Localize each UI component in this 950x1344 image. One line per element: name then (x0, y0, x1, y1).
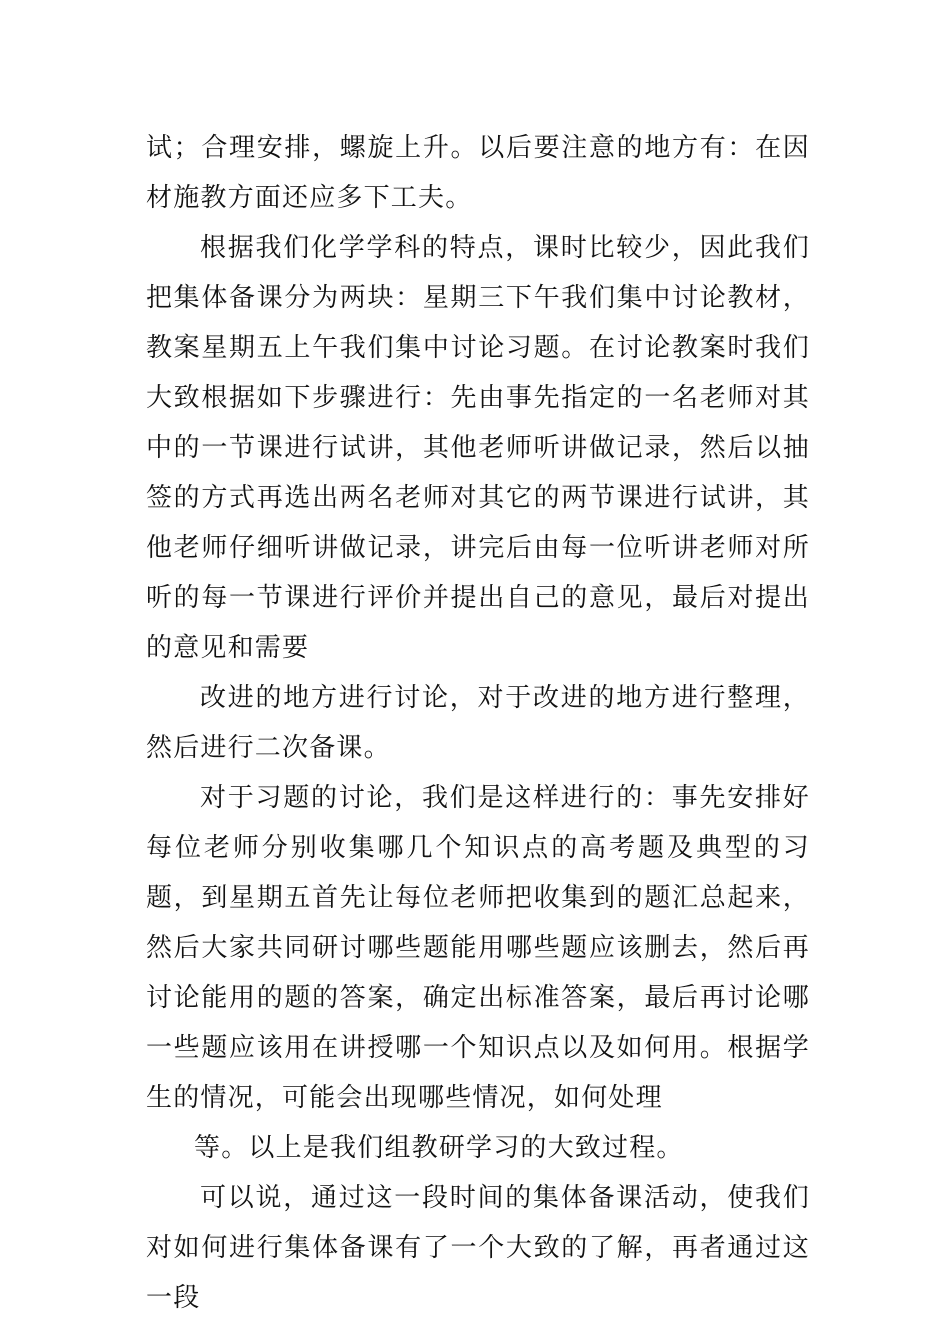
paragraph-1: 试；合理安排，螺旋上升。以后要注意的地方有：在因材施教方面还应多下工夫。 (146, 133, 810, 213)
paragraph-6: 可以说，通过这一段时间的集体备课活动，使我们对如何进行集体备课有了一个大致的了解，再者通过这一段 (146, 1183, 810, 1313)
paragraph-3: 改进的地方进行讨论，对于改进的地方进行整理，然后进行二次备课。 (146, 683, 810, 763)
document-body (146, 123, 810, 1323)
paragraph-4: 对于习题的讨论，我们是这样进行的：事先安排好每位老师分别收集哪几个知识点的高考题及典型的习题，到星期五首先让每位老师把收集到的题汇总起来，然后大家共同研讨哪些题能用哪些题应该删去，然后再讨论能用的题的答案，确定出标准答案，最后再讨论哪一些题应该用在讲授哪一个知识点以及如何用。根据学生的情况，可能会出现哪些情况，如何处理 (146, 783, 810, 1113)
paragraph-2: 根据我们化学学科的特点，课时比较少，因此我们把集体备课分为两块：星期三下午我们集中讨论教材，教案星期五上午我们集中讨论习题。在讨论教案时我们大致根据如下步骤进行：先由事先指定的一名老师对其中的一节课进行试讲，其他老师听讲做记录，然后以抽签的方式再选出两名老师对其它的两节课进行试讲，其他老师仔细听讲做记录，讲完后由每一位听讲老师对所听的每一节课进行评价并提出自己的意见，最后对提出的意见和需要 (146, 233, 810, 663)
paragraph-5: 等。以上是我们组教研学习的大致过程。 (194, 1133, 684, 1163)
